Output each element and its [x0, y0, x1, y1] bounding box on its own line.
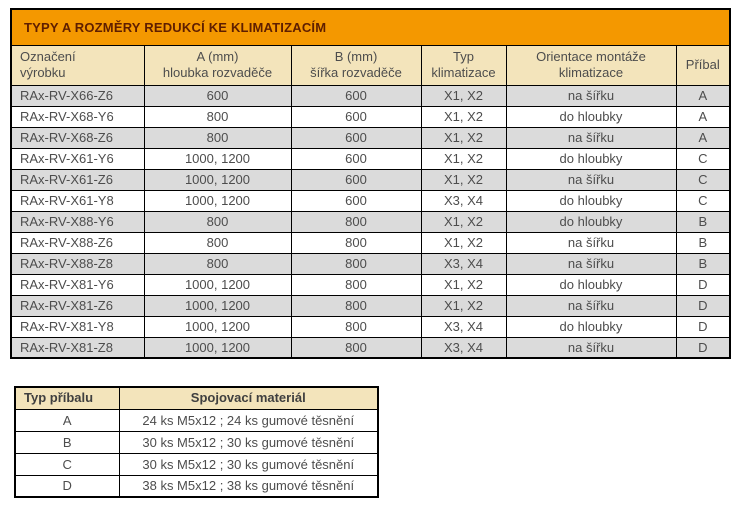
table-cell: RAx-RV-X88-Z8: [11, 253, 144, 274]
table-cell: RAx-RV-X66-Z6: [11, 85, 144, 106]
table-cell: RAx-RV-X81-Y6: [11, 274, 144, 295]
table-cell: 1000, 1200: [144, 148, 291, 169]
table-cell: X3, X4: [421, 253, 506, 274]
table-row: [11, 127, 730, 148]
table-row: [11, 190, 730, 211]
table-cell: 800: [144, 127, 291, 148]
table-cell: 800: [291, 253, 421, 274]
table-cell: 800: [144, 253, 291, 274]
table-cell: 600: [291, 148, 421, 169]
table-cell: B: [676, 253, 730, 274]
table-cell: 600: [291, 190, 421, 211]
table-cell: X1, X2: [421, 274, 506, 295]
table-cell: 1000, 1200: [144, 337, 291, 358]
table-row: [11, 232, 730, 253]
table-cell: X1, X2: [421, 106, 506, 127]
table-cell: X1, X2: [421, 169, 506, 190]
table-cell: A: [676, 85, 730, 106]
table-cell: na šířku: [506, 127, 676, 148]
table-cell: RAx-RV-X88-Y6: [11, 211, 144, 232]
table-cell: RAx-RV-X68-Y6: [11, 106, 144, 127]
table-cell: RAx-RV-X88-Z6: [11, 232, 144, 253]
reduction-types-table: [10, 8, 731, 359]
table-cell: X1, X2: [421, 148, 506, 169]
table-cell: 38 ks M5x12 ; 38 ks gumové těsnění: [119, 475, 378, 497]
table-row: [15, 409, 378, 431]
column-header: Orientace montáže klimatizace: [506, 45, 676, 85]
table-cell: 600: [291, 169, 421, 190]
table-row: [15, 453, 378, 475]
column-header: B (mm) šířka rozvaděče: [291, 45, 421, 85]
table-cell: na šířku: [506, 295, 676, 316]
table-row: [11, 337, 730, 358]
table-row: [15, 431, 378, 453]
table-cell: B: [676, 232, 730, 253]
table-row: [11, 169, 730, 190]
table-cell: A: [676, 127, 730, 148]
table-cell: na šířku: [506, 337, 676, 358]
column-header: A (mm) hloubka rozvaděče: [144, 45, 291, 85]
table-row: [15, 475, 378, 497]
table-row: [11, 211, 730, 232]
table-cell: RAx-RV-X68-Z6: [11, 127, 144, 148]
table-cell: do hloubky: [506, 274, 676, 295]
header-row: [11, 45, 730, 85]
table-cell: B: [15, 431, 119, 453]
table-cell: 1000, 1200: [144, 274, 291, 295]
table-cell: do hloubky: [506, 211, 676, 232]
column-header: Typ příbalu: [15, 387, 119, 409]
table-cell: 800: [144, 232, 291, 253]
table-cell: RAx-RV-X81-Z6: [11, 295, 144, 316]
table-cell: D: [676, 337, 730, 358]
table-cell: A: [15, 409, 119, 431]
column-header: Označení výrobku: [11, 45, 144, 85]
table-row: [11, 274, 730, 295]
table-cell: na šířku: [506, 253, 676, 274]
title-row: [11, 9, 730, 45]
table-cell: X1, X2: [421, 295, 506, 316]
table-cell: RAx-RV-X61-Y8: [11, 190, 144, 211]
table-row: [11, 85, 730, 106]
table-cell: do hloubky: [506, 190, 676, 211]
table-cell: 1000, 1200: [144, 316, 291, 337]
table-cell: C: [15, 453, 119, 475]
table-cell: do hloubky: [506, 148, 676, 169]
table-cell: 800: [144, 106, 291, 127]
table-cell: C: [676, 190, 730, 211]
table-cell: D: [15, 475, 119, 497]
table-cell: na šířku: [506, 232, 676, 253]
table-cell: B: [676, 211, 730, 232]
table-cell: 1000, 1200: [144, 169, 291, 190]
table-cell: X1, X2: [421, 211, 506, 232]
table-cell: X3, X4: [421, 190, 506, 211]
table-cell: 800: [291, 337, 421, 358]
table-cell: 30 ks M5x12 ; 30 ks gumové těsnění: [119, 431, 378, 453]
table-cell: RAx-RV-X61-Z6: [11, 169, 144, 190]
table-cell: 800: [144, 211, 291, 232]
table-cell: 800: [291, 274, 421, 295]
table-cell: 30 ks M5x12 ; 30 ks gumové těsnění: [119, 453, 378, 475]
column-header: Příbal: [676, 45, 730, 85]
table-cell: D: [676, 274, 730, 295]
accessory-material-table: [14, 386, 379, 498]
column-header: Spojovací materiál: [119, 387, 378, 409]
table-cell: X1, X2: [421, 85, 506, 106]
table-cell: RAx-RV-X81-Z8: [11, 337, 144, 358]
table-cell: na šířku: [506, 169, 676, 190]
table-cell: C: [676, 169, 730, 190]
table-cell: 1000, 1200: [144, 190, 291, 211]
table-cell: 800: [291, 295, 421, 316]
table-cell: C: [676, 148, 730, 169]
table-cell: X3, X4: [421, 337, 506, 358]
table-cell: D: [676, 295, 730, 316]
table-row: [11, 316, 730, 337]
table-cell: 800: [291, 316, 421, 337]
table-cell: na šířku: [506, 85, 676, 106]
table-cell: X1, X2: [421, 127, 506, 148]
table-cell: 800: [291, 232, 421, 253]
table-cell: RAx-RV-X81-Y8: [11, 316, 144, 337]
table-cell: X3, X4: [421, 316, 506, 337]
table-cell: do hloubky: [506, 316, 676, 337]
table-cell: 24 ks M5x12 ; 24 ks gumové těsnění: [119, 409, 378, 431]
table-cell: 800: [291, 211, 421, 232]
table-cell: D: [676, 316, 730, 337]
table-row: [11, 106, 730, 127]
table-cell: do hloubky: [506, 106, 676, 127]
table-row: [11, 295, 730, 316]
table-cell: A: [676, 106, 730, 127]
column-header: Typ klimatizace: [421, 45, 506, 85]
table-row: [11, 253, 730, 274]
table-cell: 600: [291, 106, 421, 127]
table-cell: X1, X2: [421, 232, 506, 253]
table-cell: RAx-RV-X61-Y6: [11, 148, 144, 169]
table-title: TYPY A ROZMĚRY REDUKCÍ KE KLIMATIZACÍM: [11, 9, 730, 45]
table-cell: 1000, 1200: [144, 295, 291, 316]
header-row: [15, 387, 378, 409]
table-cell: 600: [291, 85, 421, 106]
table-cell: 600: [291, 127, 421, 148]
table-cell: 600: [144, 85, 291, 106]
table-row: [11, 148, 730, 169]
